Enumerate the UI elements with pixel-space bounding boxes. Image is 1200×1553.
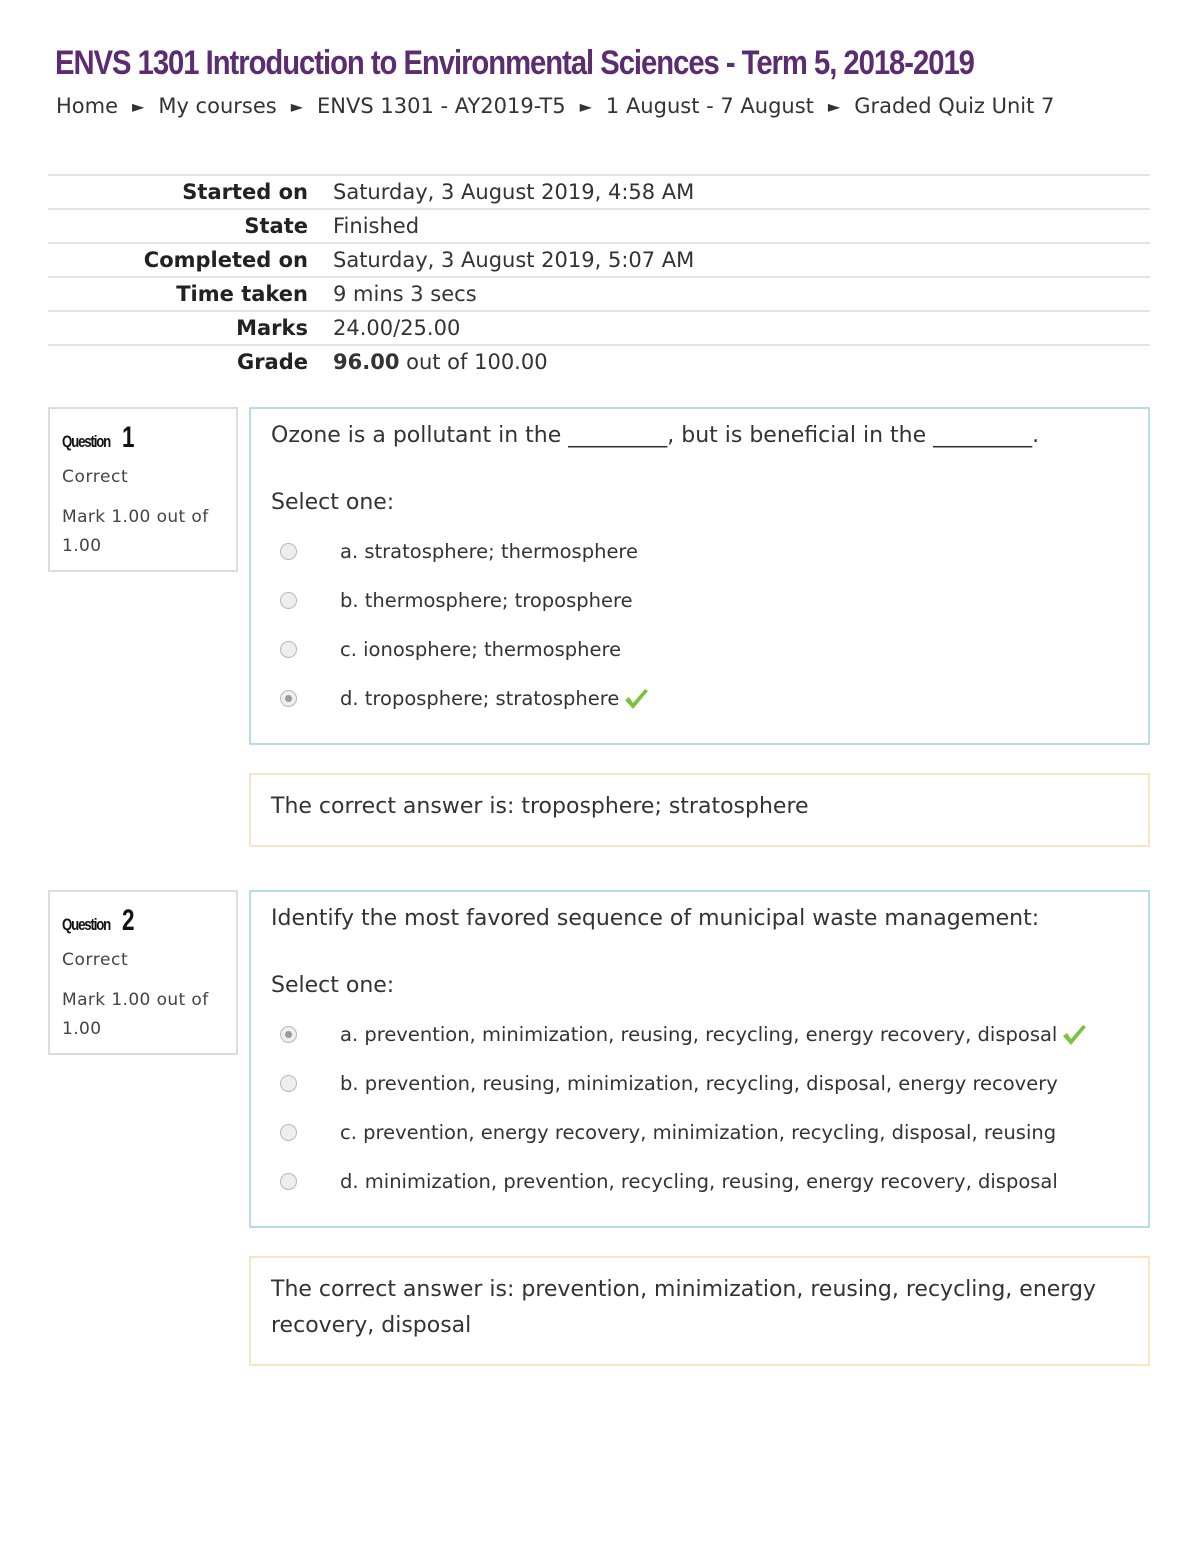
answer-option[interactable] bbox=[271, 576, 1128, 625]
page-title: ENVS 1301 Introduction to Environmental Sciences - Term 5, 2018-2019 bbox=[55, 44, 974, 82]
summary-row-grade bbox=[48, 345, 1150, 378]
question-formulation-1 bbox=[249, 407, 1150, 745]
answer-label: d. minimization, prevention, recycling, reusing, energy recovery, disposal bbox=[340, 1170, 1058, 1193]
answer-option[interactable] bbox=[271, 1059, 1128, 1108]
triangle-right-icon: ► bbox=[290, 96, 304, 116]
summary-value: Saturday, 3 August 2019, 5:07 AM bbox=[333, 248, 695, 272]
question-state: Correct bbox=[62, 950, 129, 970]
breadcrumb-my-courses[interactable]: My courses bbox=[158, 94, 277, 118]
answer-label: b. thermosphere; troposphere bbox=[340, 589, 633, 612]
triangle-right-icon: ► bbox=[827, 96, 841, 116]
correct-answer-feedback-2: The correct answer is: prevention, minimization, reusing, recycling, energy recovery, disposal bbox=[249, 1256, 1150, 1366]
question-text: Ozone is a pollutant in the _________, but is beneficial in the _________. bbox=[271, 423, 1040, 448]
summary-label: Marks bbox=[236, 316, 308, 340]
answer-label: a. prevention, minimization, reusing, recycling, energy recovery, disposal bbox=[340, 1023, 1058, 1046]
check-icon bbox=[623, 687, 649, 711]
radio-button[interactable] bbox=[280, 1075, 297, 1092]
question-info-2 bbox=[48, 890, 238, 1055]
summary-label: Grade bbox=[236, 350, 308, 374]
summary-label: Time taken bbox=[176, 282, 308, 306]
correct-answer-feedback-1: The correct answer is: troposphere; stratosphere bbox=[249, 773, 1150, 847]
summary-value bbox=[333, 345, 1150, 378]
summary-value: 9 mins 3 secs bbox=[333, 282, 477, 306]
check-icon bbox=[1061, 1023, 1087, 1047]
summary-label: Completed on bbox=[143, 248, 308, 272]
answer-option[interactable] bbox=[271, 1157, 1128, 1206]
summary-row-completed bbox=[48, 243, 1150, 277]
radio-button-checked[interactable] bbox=[280, 1026, 297, 1043]
select-one-prompt: Select one: bbox=[271, 973, 395, 998]
summary-row-time-taken bbox=[48, 277, 1150, 311]
breadcrumb bbox=[56, 94, 1054, 118]
answer-option[interactable] bbox=[271, 625, 1128, 674]
answer-list bbox=[271, 527, 1128, 723]
question-state: Correct bbox=[62, 467, 129, 487]
answer-label: d. troposphere; stratosphere bbox=[340, 687, 620, 710]
grade-suffix: out of 100.00 bbox=[399, 350, 548, 374]
question-info-1 bbox=[48, 407, 238, 572]
summary-label: State bbox=[244, 214, 308, 238]
answer-label: c. prevention, energy recovery, minimization, recycling, disposal, reusing bbox=[340, 1121, 1057, 1144]
question-formulation-2 bbox=[249, 890, 1150, 1228]
answer-label: a. stratosphere; thermosphere bbox=[340, 540, 639, 563]
answer-option[interactable] bbox=[271, 1010, 1128, 1059]
breadcrumb-quiz[interactable]: Graded Quiz Unit 7 bbox=[854, 94, 1055, 118]
summary-value: Finished bbox=[333, 214, 420, 238]
question-number: 1 bbox=[122, 421, 135, 454]
question-grade: Mark 1.00 out of 1.00 bbox=[62, 507, 209, 556]
question-text: Identify the most favored sequence of municipal waste management: bbox=[271, 906, 1040, 931]
summary-row-state bbox=[48, 209, 1150, 243]
answer-label: c. ionosphere; thermosphere bbox=[340, 638, 622, 661]
breadcrumb-home[interactable]: Home bbox=[56, 94, 119, 118]
answer-option[interactable] bbox=[271, 1108, 1128, 1157]
select-one-prompt: Select one: bbox=[271, 490, 395, 515]
radio-button[interactable] bbox=[280, 592, 297, 609]
summary-row-marks bbox=[48, 311, 1150, 345]
grade-score: 96.00 bbox=[333, 350, 400, 374]
radio-button[interactable] bbox=[280, 543, 297, 560]
summary-value: 24.00/25.00 bbox=[333, 316, 461, 340]
question-label: Question bbox=[62, 432, 111, 451]
radio-button-checked[interactable] bbox=[280, 690, 297, 707]
triangle-right-icon: ► bbox=[132, 96, 145, 116]
question-label: Question bbox=[62, 915, 111, 934]
breadcrumb-course[interactable]: ENVS 1301 - AY2019-T5 bbox=[317, 94, 566, 118]
summary-value: Saturday, 3 August 2019, 4:58 AM bbox=[333, 180, 695, 204]
answer-label: b. prevention, reusing, minimization, recycling, disposal, energy recovery bbox=[340, 1072, 1058, 1095]
radio-button[interactable] bbox=[280, 1124, 297, 1141]
radio-button[interactable] bbox=[280, 641, 297, 658]
summary-row-started bbox=[48, 175, 1150, 209]
question-grade: Mark 1.00 out of 1.00 bbox=[62, 990, 209, 1039]
question-number: 2 bbox=[122, 904, 135, 937]
breadcrumb-week[interactable]: 1 August - 7 August bbox=[605, 94, 814, 118]
quiz-summary-table bbox=[48, 174, 1150, 378]
radio-button[interactable] bbox=[280, 1173, 297, 1190]
answer-option[interactable] bbox=[271, 674, 1128, 723]
answer-option[interactable] bbox=[271, 527, 1128, 576]
triangle-right-icon: ► bbox=[579, 96, 592, 116]
summary-label: Started on bbox=[182, 180, 308, 204]
answer-list bbox=[271, 1010, 1128, 1206]
